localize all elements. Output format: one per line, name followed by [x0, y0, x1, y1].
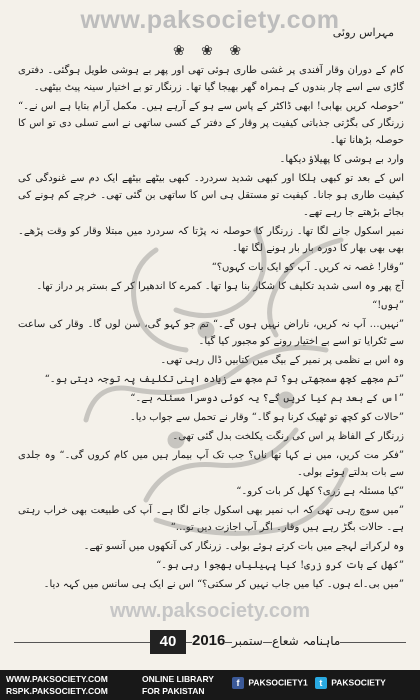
site-link-www[interactable]: WWW.PAKSOCIETY.COM [6, 674, 108, 684]
paragraph: ”کیا مسئلہ ہے زری؟ کھل کر بات کرو۔“ [236, 486, 404, 497]
paragraph: ”میں سوچ رہی تھی کہ اب نمیر بھی اسکول جانے لگا ہے۔ آپ کی طبیعت بھی خراب رہتی ہے۔ حالات بگڑ رہے ہیں وقار۔ اگر آپ اجازت دیں تو…“ [18, 505, 404, 533]
online-library-line1: ONLINE LIBRARY [142, 674, 214, 684]
paragraph: زرنگار کے الفاظ پر اس کی رنگت یکلخت بدل گئی تھی۔ [172, 431, 404, 442]
bottom-promo-bar [0, 670, 420, 700]
site-links [6, 673, 108, 697]
paragraph: ”میں بی۔اے ہوں۔ کیا میں جاب نہیں کر سکتی؟“ اس نے ایک ہی سانس میں کہہ دیا۔ [43, 579, 404, 590]
site-url-footer-banner[interactable]: www.paksociety.com [109, 600, 311, 622]
chapter-title: مہراس روئی [332, 26, 394, 39]
online-library-line2: FOR PAKISTAN [142, 686, 205, 696]
paragraph: ”نہیں… آپ نہ کریں، ناراض نہیں ہوں گے۔“ تم جو کہو گی، سن لوں گا۔ وقار کی ساعت سے ٹکرایا تو اسے بے اختیار رونے کو مجبور کیا گیا۔ [18, 319, 404, 347]
paragraph: ”حوصلہ کریں بھابی! ابھی ڈاکٹر کے پاس سے ہو کے آرہے ہیں۔ مکمل آرام بتایا ہے اس نے۔“ زرنگار کی بگڑتی جذباتی کیفیت پر وقار کے دفتر کے کسی ساتھی نے اسے تسلی دی تو اس کا حوصلہ بڑھانا تھا۔ [18, 101, 404, 146]
twitter-icon[interactable]: t [315, 677, 327, 689]
paragraph: نمیر اسکول جانے لگا تھا۔ زرنگار کا حوصلہ نہ پڑتا کہ سردرد میں مبتلا وقار کو وقت پڑھے۔ بھی بھی بھار کا دورہ بار بار ہونے لگا تھا۔ [18, 226, 404, 254]
page-number: 40 [150, 630, 186, 654]
paragraph: ”اس کے بعد ہم کیا کریں گے؟ یہ کوئی دوسرا مسئلہ ہے۔“ [130, 393, 404, 404]
paragraph: ”ہوں!“ [372, 300, 404, 311]
paragraph: وہ اس بے نظمی پر نمیر کے بیگ میں کتابیں ڈال رہی تھی۔ [160, 355, 404, 366]
paragraph: اس کے بعد تو کبھی ہلکا اور کبھی شدید سردرد۔ کبھی بیٹھے بیٹھے ایک دم سے غنودگی کی کیفیت طاری ہو جانا۔ کیفیت تو مستقل ہی اس کا ساتھی بن گئی تھی۔ خرچے کم ہونے کی بجائے بڑھتے جا رہے تھے۔ [18, 173, 404, 218]
site-link-rspk[interactable]: RSPK.PAKSOCIETY.COM [6, 686, 108, 696]
paragraph: ”کھل کے بات کرو زری! کیا پہیلیاں بھجوا رہی ہو۔“ [156, 560, 404, 571]
paragraph: ”وقار! غصہ نہ کریں۔ آپ کو ایک بات کہوں؟“ [211, 262, 404, 273]
issue-month: ستمبر [232, 634, 263, 648]
site-url-banner[interactable]: www.paksociety.com [80, 6, 340, 34]
online-library-label [142, 673, 214, 697]
paragraph: کام کے دوران وقار آفندی پر غشی طاری ہوئی تھی اور پھر بے ہوشی طویل ہوگئی۔ دفتری گاڑی سے اسے چار بندوں کے ہمراہ گھر بھیجا گیا تھا۔ زرنگار تو بے اختیار سینہ پیٹ بیٹھی۔ [18, 65, 404, 93]
twitter-handle[interactable]: PAKSOCIETY [331, 677, 386, 688]
facebook-icon[interactable]: f [232, 677, 244, 689]
page-footer [0, 628, 420, 656]
paragraph: وارد بے ہوشی کا پھیلاؤ دیکھا۔ [279, 154, 404, 165]
flower-ornament: ❀ ❀ ❀ [172, 43, 248, 59]
paragraph: آج پھر وہ اسی شدید تکلیف کا شکار بنا ہوا تھا۔ کمرے کا اندھیرا کر کے بستر پر دراز تھا۔ [36, 281, 404, 292]
social-links [232, 677, 386, 689]
facebook-handle[interactable]: PAKSOCIETY1 [248, 677, 308, 688]
paragraph: ”حالات کو کچھ تو ٹھیک کرنا ہو گا۔“ وقار نے تحمل سے جواب دیا۔ [129, 412, 404, 423]
magazine-name: ماہنامہ شعاع [272, 634, 341, 648]
issue-year: 2016 [192, 632, 226, 649]
paragraph: ”فکر مت کریں، میں نے کہا تھا ناں؟ جب تک آپ بیمار ہیں میں کام کروں گی۔“ وہ جلدی سے بات بدلتے ہوئے بولی۔ [18, 450, 404, 478]
paragraph: وہ لرکراتے لہجے میں بات کرتے ہوئے بولی۔ زرنگار کی آنکھوں میں آنسو تھے۔ [83, 541, 404, 552]
paragraph: ”تم مجھے کچھ سمجھتی ہو؟ تم مجھ سے زیادہ اپنی تکلیف پہ توجہ دیتی ہو۔“ [44, 374, 404, 385]
article-body [18, 62, 404, 630]
